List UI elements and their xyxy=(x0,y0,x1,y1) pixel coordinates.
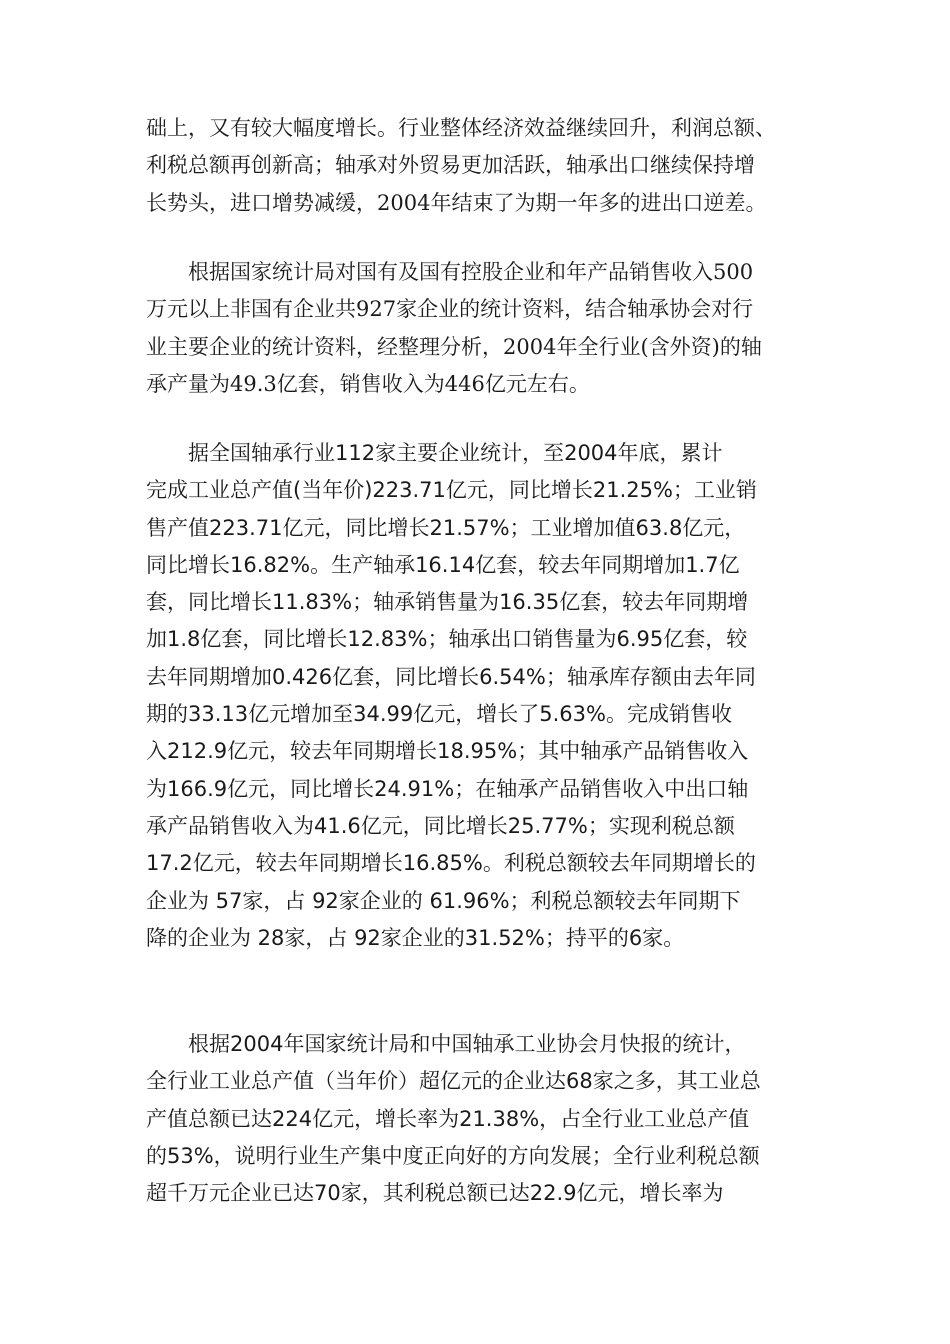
paragraph-112-enterprises-statistics xyxy=(146,435,826,957)
text-line: 入212.9亿元，较去年同期增长18.95%；其中轴承产品销售收入 xyxy=(146,739,749,764)
text-line: 根据2004年国家统计局和中国轴承工业协会月快报的统计， xyxy=(146,1032,746,1056)
text-line: 承产量为49.3亿套，销售收入为446亿元左右。 xyxy=(146,371,590,396)
text-line: 加1.8亿套，同比增长12.83%；轴承出口销售量为6.95亿套，较 xyxy=(146,627,748,652)
text-line: 同比增长16.82%。生产轴承16.14亿套，较去年同期增加1.7亿 xyxy=(146,552,740,577)
text-line: 套，同比增长11.83%；轴承销售量为16.35亿套，较去年同期增 xyxy=(146,590,749,615)
text-line: 期的33.13亿元增加至34.99亿元，增长了5.63%。完成销售收 xyxy=(146,702,732,727)
text-line: 据全国轴承行业112家主要企业统计，至2004年底，累计 xyxy=(146,441,723,465)
text-line: 万元以上非国有企业共927家企业的统计资料，结合轴承协会对行 xyxy=(146,297,754,322)
text-line: 业主要企业的统计资料，经整理分析，2004年全行业(含外资)的轴 xyxy=(146,334,762,359)
text-line: 长势头，进口增势减缓，2004年结束了为期一年多的进出口逆差。 xyxy=(146,190,767,215)
text-line: 售产值223.71亿元，同比增长21.57%；工业增加值63.8亿元， xyxy=(146,515,746,540)
text-line: 础上，又有较大幅度增长。行业整体经济效益继续回升，利润总额、 xyxy=(146,116,776,140)
text-line: 去年同期增加0.426亿套，同比增长6.54%；轴承库存额由去年同 xyxy=(146,664,756,689)
text-line: 17.2亿元，较去年同期增长16.85%。利税总额较去年同期增长的 xyxy=(146,851,756,876)
text-line: 为166.9亿元，同比增长24.91%；在轴承产品销售收入中出口轴 xyxy=(146,776,749,801)
text-line: 降的企业为 28家，占 92家企业的31.52%；持平的6家。 xyxy=(146,925,685,950)
text-line: 企业为 57家，占 92家企业的 61.96%；利税总额较去年同期下 xyxy=(146,888,741,913)
paragraph-industry-growth-summary xyxy=(146,110,826,222)
text-line: 的53%，说明行业生产集中度正向好的方向发展；全行业利税总额 xyxy=(146,1143,760,1168)
paragraph-bureau-statistics xyxy=(146,254,826,403)
text-line: 全行业工业总产值（当年价）超亿元的企业达68家之多，其工业总 xyxy=(146,1069,761,1094)
text-line: 利税总额再创新高；轴承对外贸易更加活跃，轴承出口继续保持增 xyxy=(146,153,755,178)
text-line: 根据国家统计局对国有及国有控股企业和年产品销售收入500 xyxy=(146,260,754,284)
text-line: 承产品销售收入为41.6亿元，同比增长25.77%；实现利税总额 xyxy=(146,813,735,838)
text-line: 完成工业总产值(当年价)223.71亿元，同比增长21.25%；工业销 xyxy=(146,478,757,503)
text-line: 超千万元企业已达70家，其利税总额已达22.9亿元，增长率为 xyxy=(146,1181,724,1206)
paragraph-monthly-report-statistics xyxy=(146,1026,826,1212)
text-line: 产值总额已达224亿元，增长率为21.38%，占全行业工业总产值 xyxy=(146,1106,750,1131)
